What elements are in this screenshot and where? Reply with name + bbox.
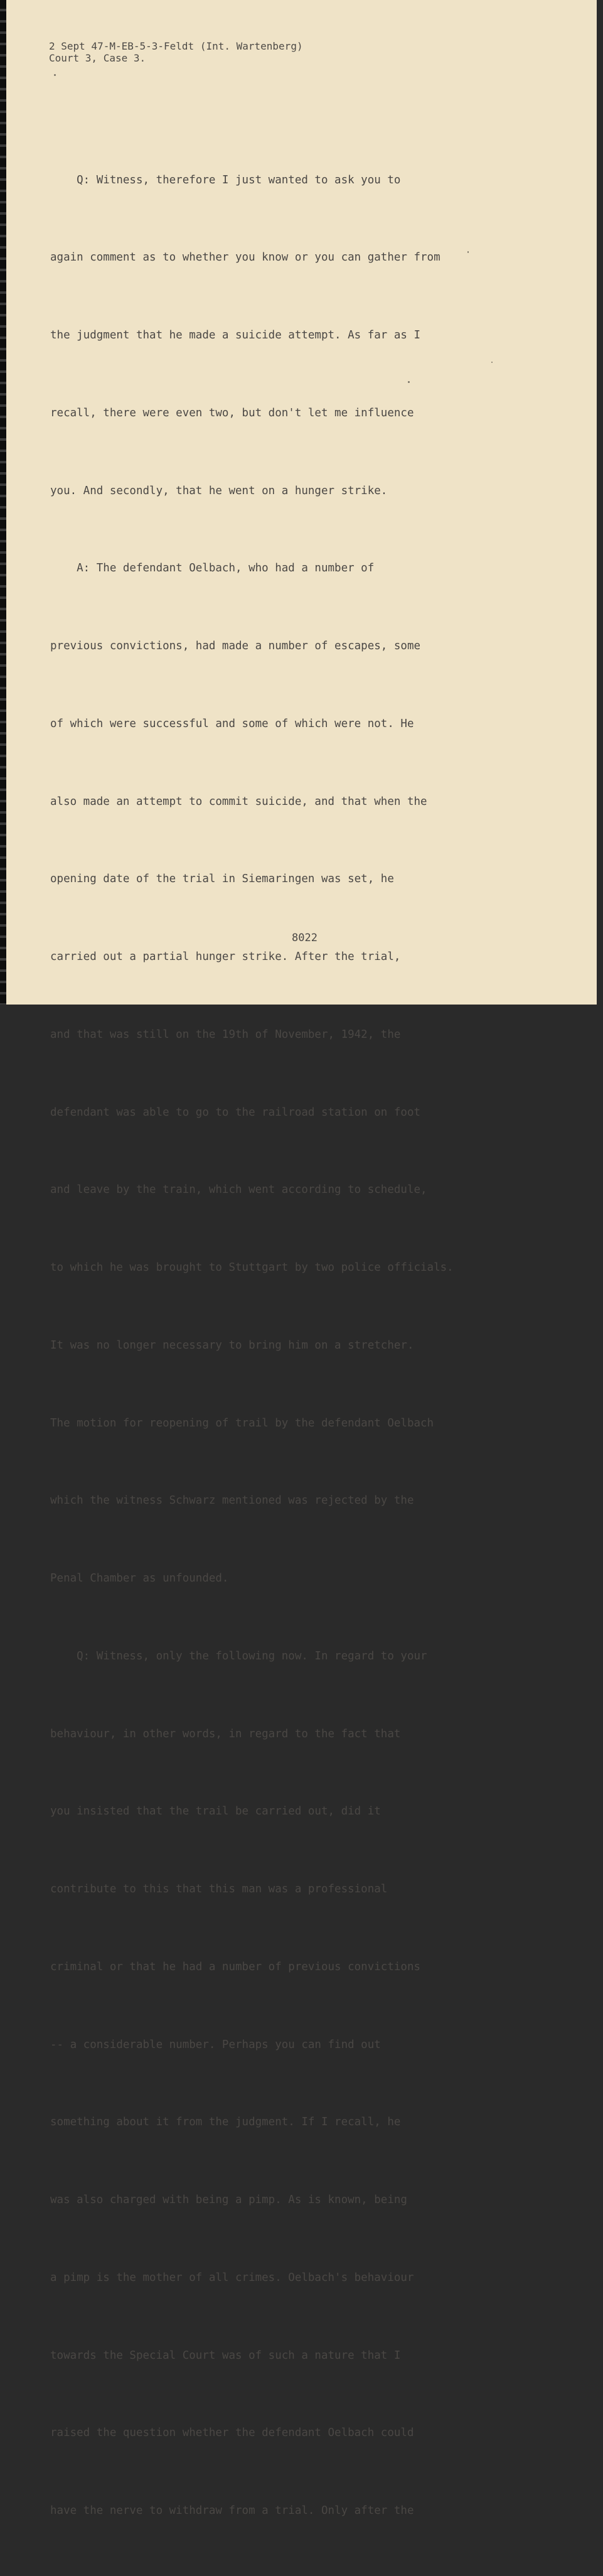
transcript-line: criminal or that he had a number of previous convictions [50,1960,421,1973]
paper-speck [408,381,410,383]
transcript-line: carried out a partial hunger strike. After the trial, [50,951,401,963]
header-line-1: 2 Sept 47-M-EB-5-3-Feldt (Int. Wartenberg) [49,40,303,52]
transcript-line: It was no longer necessary to bring him on a stretcher. [50,1339,414,1352]
binding-edge [0,0,6,1005]
transcript-line: also made an attempt to commit suicide, and that when the [50,795,427,808]
transcript-line: you. And secondly, that he went on a hunger strike. [50,484,388,497]
transcript-line: contribute to this that this man was a professional [50,1883,388,1895]
transcript-line: A: The defendant Oelbach, who had a number of [50,562,375,575]
transcript-line: The motion for reopening of trail by the defendant Oelbach [50,1416,434,1430]
transcript-line: Q: Witness, therefore I just wanted to ask you to [50,173,401,186]
document-header [49,40,303,64]
transcript-line: raised the question whether the defendant Oelbach could [50,2427,414,2440]
transcript-body [50,116,565,2576]
transcript-line: have the nerve to withdraw from a trial. Only after the [50,2504,414,2517]
transcript-line: a pimp is the mother of all crimes. Oelbach's behaviour [50,2271,414,2284]
transcript-line: something about it from the judgment. If I recall, he [50,2116,401,2129]
transcript-line: previous convictions, had made a number of escapes, some [50,640,421,652]
transcript-line: to which he was brought to Stuttgart by two police officials. [50,1261,454,1274]
page-number: 8022 [292,932,318,944]
transcript-line: the judgment that he made a suicide attempt. As far as I [50,329,421,342]
paper-speck [491,362,493,363]
transcript-line: towards the Special Court was of such a nature that I [50,2349,401,2362]
transcript-line: which the witness Schwarz mentioned was rejected by the [50,1494,414,1507]
transcript-line: was also charged with being a pimp. As is known, being [50,2194,407,2206]
transcript-line: recall, there were even two, but don't let me influence [50,406,414,419]
transcript-line: Penal Chamber as unfounded. [50,1572,229,1585]
transcript-line: -- a considerable number. Perhaps you can find out [50,2038,381,2051]
transcript-line: of which were successful and some of which were not. He [50,717,414,730]
header-line-2: Court 3, Case 3. [49,52,146,64]
paper-speck [54,74,56,76]
paper-speck [467,251,469,253]
transcript-line: you insisted that the trail be carried out, did it [50,1805,381,1818]
transcript-line: behaviour, in other words, in regard to the fact that [50,1727,401,1740]
transcript-line: and leave by the train, which went according to schedule, [50,1183,427,1197]
transcript-line: opening date of the trial in Siemaringen was set, he [50,873,394,886]
transcript-line: and that was still on the 19th of November, 1942, the [50,1028,401,1041]
transcript-line: Q: Witness, only the following now. In regard to your [50,1649,427,1663]
transcript-line: defendant was able to go to the railroad station on foot [50,1106,421,1119]
transcript-line: again comment as to whether you know or you can gather from [50,251,440,264]
